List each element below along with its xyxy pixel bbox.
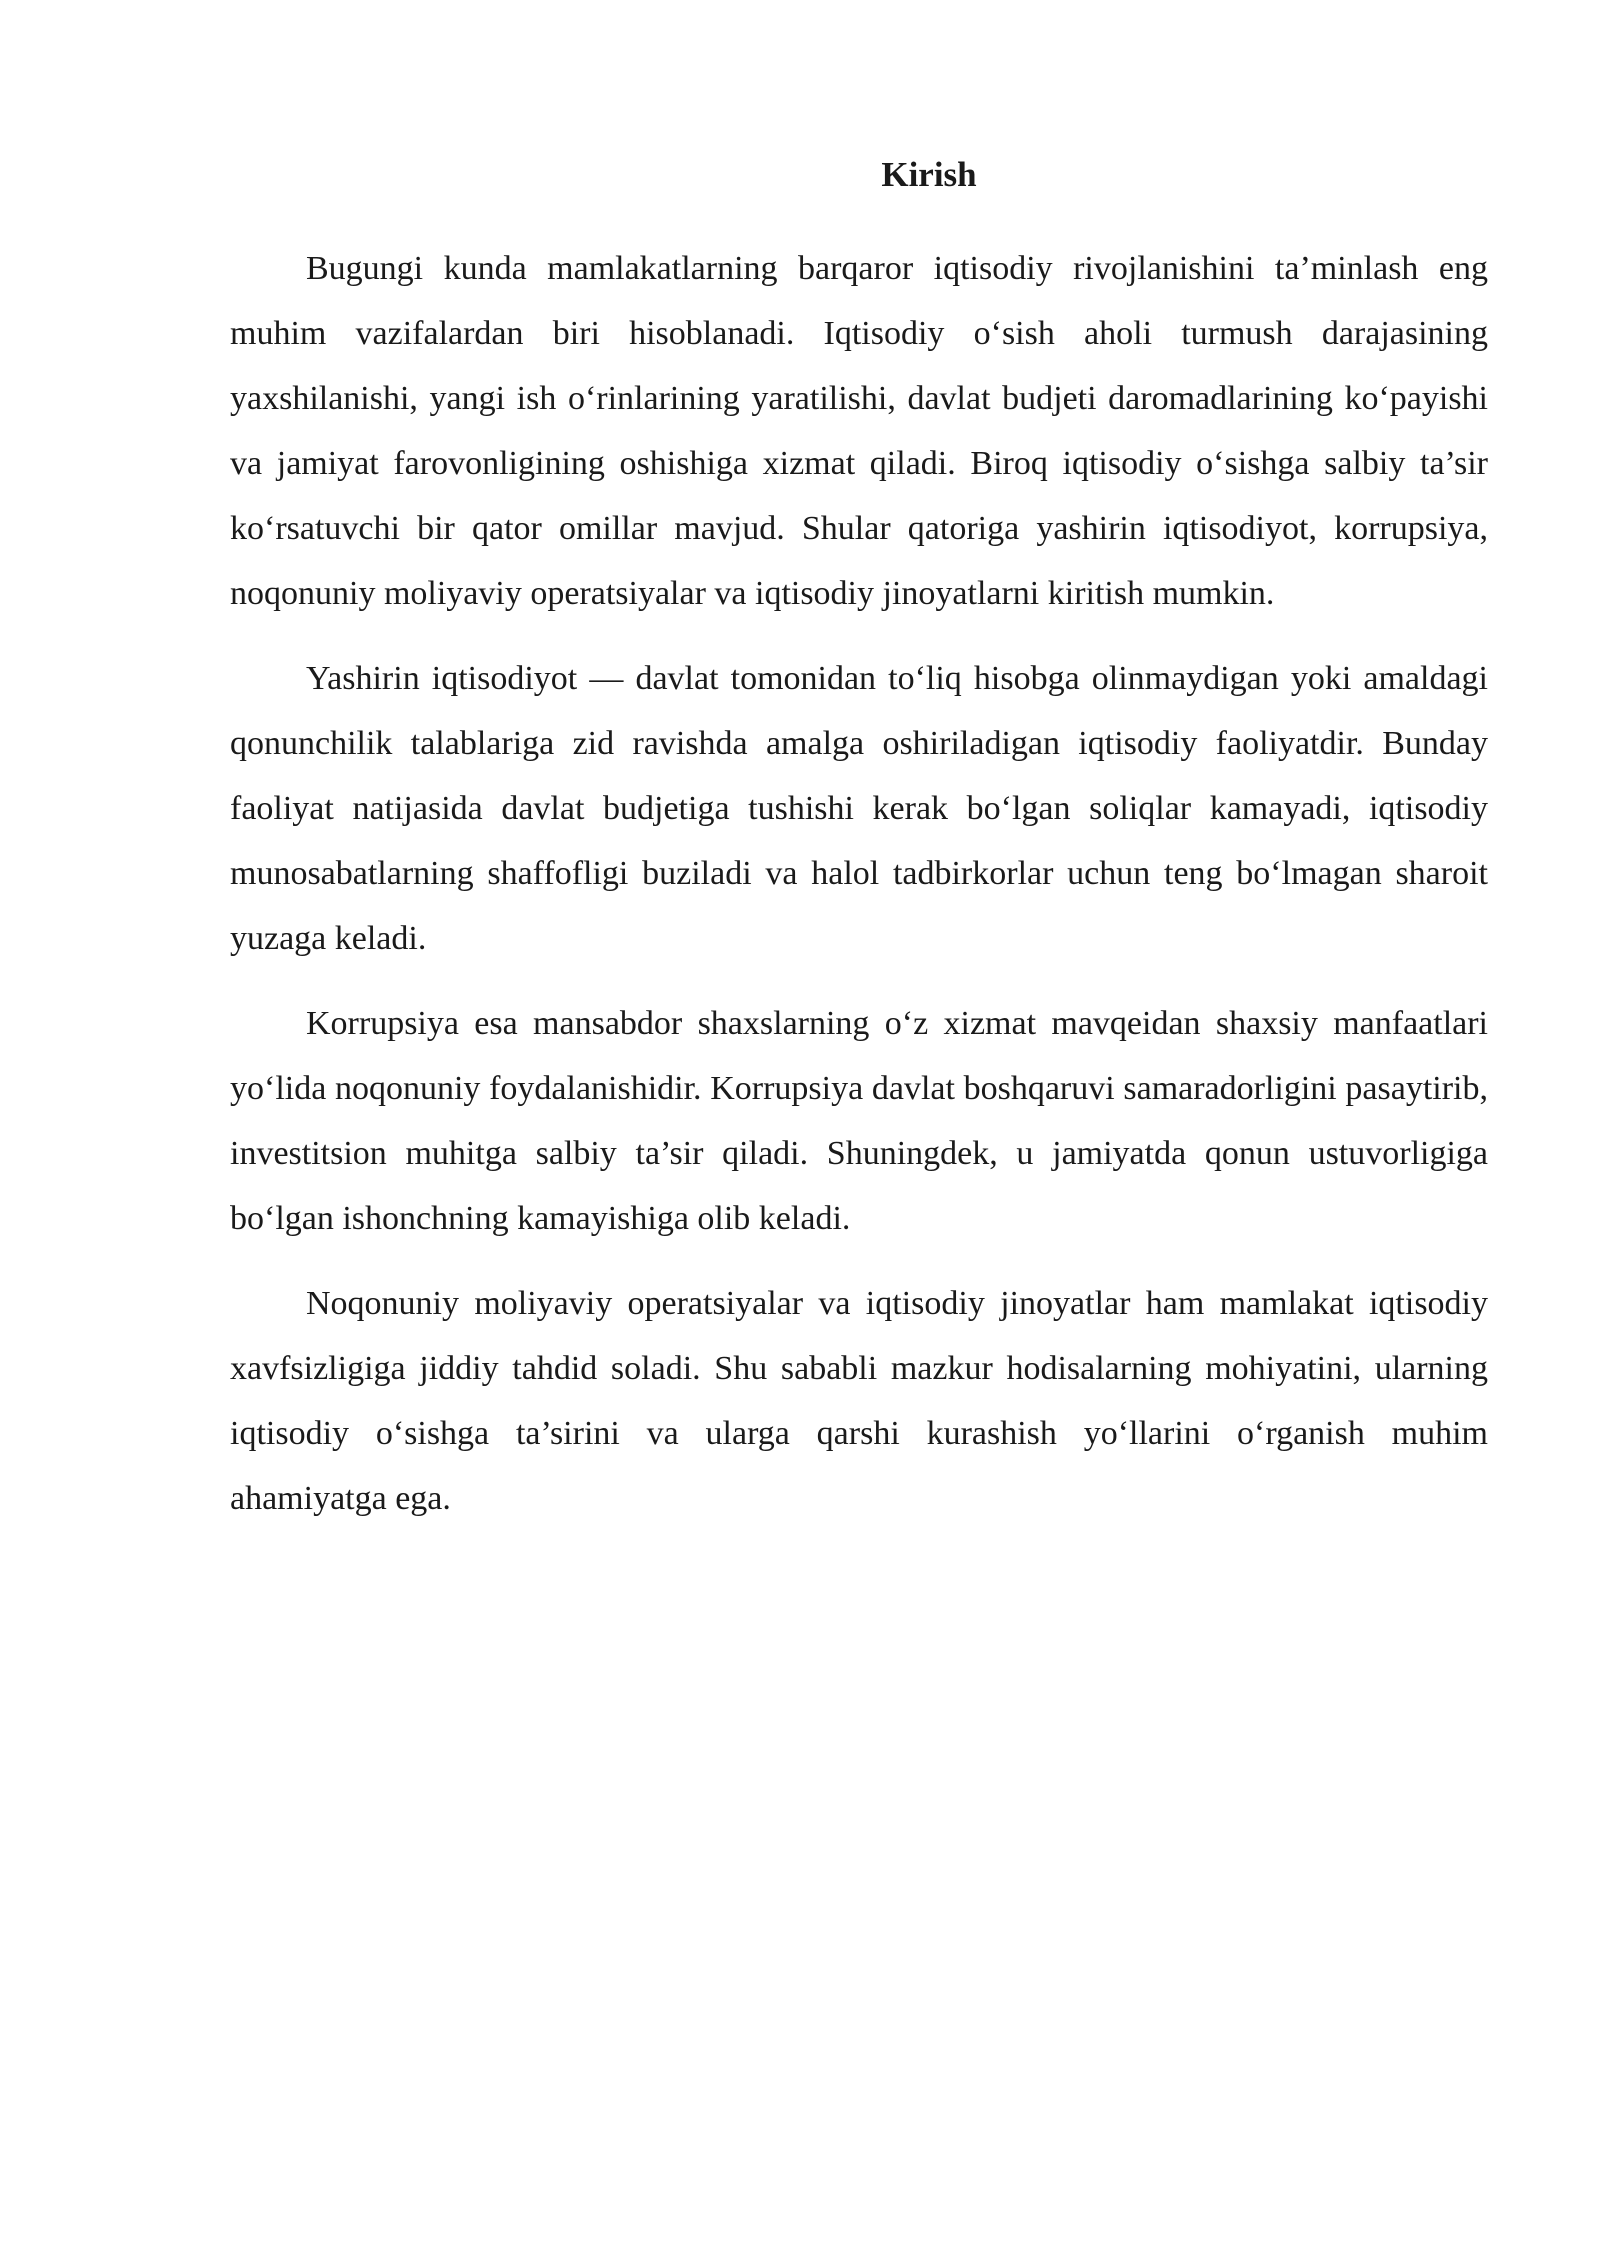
document-body — [230, 150, 1488, 1551]
paragraph-4: Noqonuniy moliyaviy operatsiyalar va iqtisodiy jinoyatlar ham mamlakat iqtisodiy xavfsizligiga jiddiy tahdid soladi. Shu sababli mazkur hodisalarning mohiyatini, ularning iqtisodiy o‘sishga ta’sirini va ularga qarshi kurashish yo‘llarini o‘rganish muhim ahamiyatga ega. — [230, 1285, 1488, 1517]
section-title: Kirish — [881, 155, 977, 194]
paragraph-3: Korrupsiya esa mansabdor shaxslarning o‘z xizmat mavqeidan shaxsiy manfaatlari yo‘lida noqonuniy foydalanishidir. Korrupsiya davlat boshqaruvi samaradorligini pasaytirib, investitsion muhitga salbiy ta’sir qiladi. Shuningdek, u jamiyatda qonun ustuvorligiga bo‘lgan ishonchning kamayishiga olib keladi. — [230, 1005, 1488, 1237]
paragraph-1: Bugungi kunda mamlakatlarning barqaror iqtisodiy rivojlanishini ta’minlash eng muhim vazifalardan biri hisoblanadi. Iqtisodiy o‘sish aholi turmush darajasining yaxshilanishi, yangi ish o‘rinlarining yaratilishi, davlat budjeti daromadlarining ko‘payishi va jamiyat farovonligining oshishiga xizmat qiladi. Biroq iqtisodiy o‘sishga salbiy ta’sir ko‘rsatuvchi bir qator omillar mavjud. Shular qatoriga yashirin iqtisodiyot, korrupsiya, noqonuniy moliyaviy operatsiyalar va iqtisodiy jinoyatlarni kiritish mumkin. — [230, 250, 1488, 612]
paragraph-2: Yashirin iqtisodiyot — davlat tomonidan to‘liq hisobga olinmaydigan yoki amaldagi qonunchilik talablariga zid ravishda amalga oshiriladigan iqtisodiy faoliyatdir. Bunday faoliyat natijasida davlat budjetiga tushishi kerak bo‘lgan soliqlar kamayadi, iqtisodiy munosabatlarning shaffofligi buziladi va halol tadbirkorlar uchun teng bo‘lmagan sharoit yuzaga keladi. — [230, 660, 1488, 957]
